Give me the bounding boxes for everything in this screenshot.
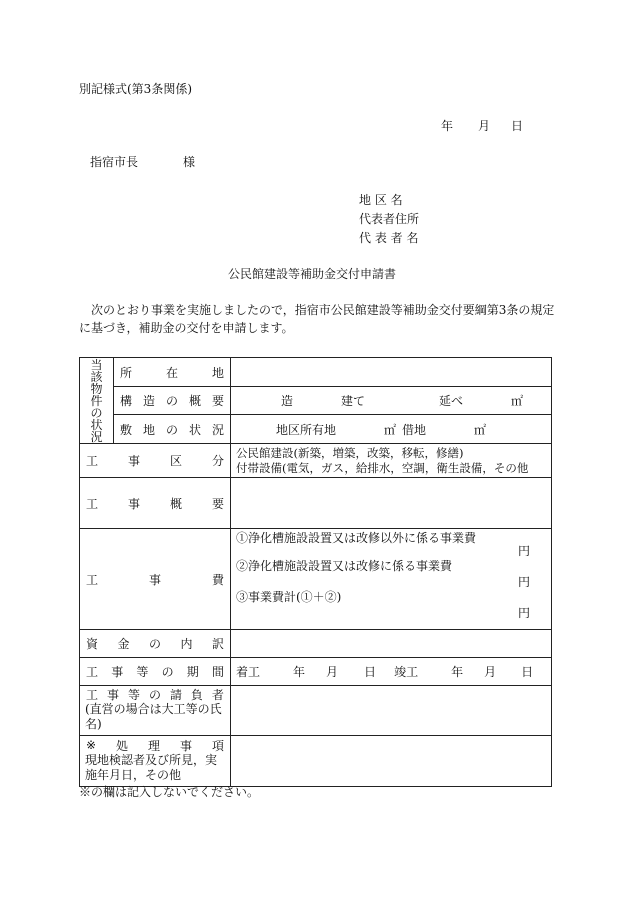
label-char: 工 bbox=[86, 454, 99, 468]
footnote: ※の欄は記入しないでください。 bbox=[79, 785, 260, 799]
label-char: 等 bbox=[127, 688, 140, 702]
work-overview-value-cell[interactable] bbox=[231, 478, 552, 529]
start-month: 月 bbox=[326, 665, 339, 679]
label-char: 事 bbox=[127, 496, 140, 511]
table-row bbox=[80, 736, 552, 787]
form-label: 別記様式(第3条関係) bbox=[79, 82, 192, 96]
table-row bbox=[80, 686, 552, 736]
work-period-label bbox=[80, 663, 230, 680]
label-char: 事 bbox=[180, 738, 193, 753]
label-char: の bbox=[161, 665, 174, 679]
structure-floors: 建て bbox=[341, 394, 366, 408]
label-char: 地 bbox=[211, 365, 224, 380]
label-char: 分 bbox=[211, 454, 224, 468]
fund-breakdown-label-cell bbox=[80, 630, 231, 658]
work-category-value-cell[interactable] bbox=[231, 444, 552, 478]
label-char: 費 bbox=[211, 572, 224, 587]
property-status-group-cell bbox=[80, 358, 114, 444]
label-char: 事 bbox=[111, 665, 124, 679]
work-category-label bbox=[80, 452, 230, 469]
contractor-note: (直営の場合は大工等の氏名) bbox=[85, 702, 222, 731]
site-leased-sqm-unit: ㎡ bbox=[474, 422, 487, 437]
label-char: 事 bbox=[148, 572, 161, 587]
label-char: 概 bbox=[169, 496, 182, 511]
label-char: の bbox=[165, 394, 178, 408]
label-char: 事 bbox=[106, 688, 119, 702]
start-label: 着工 bbox=[236, 665, 261, 679]
label-char: 状 bbox=[188, 422, 201, 437]
work-category-line1: 公民館建設(新築，増築，改築，移転，修繕) bbox=[236, 446, 464, 460]
start-day: 日 bbox=[364, 665, 377, 679]
label-char: 工 bbox=[86, 665, 99, 679]
fund-breakdown-label bbox=[80, 635, 230, 652]
label-char: ※ bbox=[86, 738, 97, 752]
processing-label bbox=[80, 738, 230, 753]
label-char: 工 bbox=[86, 688, 99, 702]
label-char: 請 bbox=[169, 688, 182, 702]
label-char: 工 bbox=[86, 496, 99, 511]
label-char: 期 bbox=[186, 665, 199, 679]
site-value-row bbox=[231, 421, 551, 438]
label-char: 理 bbox=[148, 738, 161, 753]
work-cost-value-cell[interactable] bbox=[231, 529, 552, 630]
site-label bbox=[114, 421, 230, 438]
label-char: 工 bbox=[86, 572, 99, 587]
label-char: 所 bbox=[120, 365, 133, 380]
structure-value-cell[interactable] bbox=[231, 387, 552, 415]
table-row bbox=[80, 358, 552, 387]
label-char: 等 bbox=[136, 665, 149, 679]
table-row bbox=[80, 658, 552, 686]
work-period-label-cell bbox=[80, 658, 231, 686]
work-category-label-cell bbox=[80, 444, 231, 478]
start-year: 年 bbox=[293, 665, 306, 679]
cost-item-3: ③事業費計(①＋②) bbox=[236, 590, 342, 604]
honorific: 様 bbox=[183, 155, 196, 169]
cost-item-2: ②浄化槽施設設置又は改修に係る事業費 bbox=[236, 559, 453, 573]
work-cost-label-cell bbox=[80, 529, 231, 630]
label-char: 内 bbox=[180, 637, 193, 651]
label-char: の bbox=[148, 688, 161, 702]
site-leased-land: 借地 bbox=[402, 422, 427, 437]
property-status-label: 当該物件の状況 bbox=[90, 357, 103, 444]
contractor-label bbox=[80, 687, 230, 702]
end-month: 月 bbox=[484, 665, 497, 679]
work-period-row bbox=[231, 663, 551, 680]
structure-value-row bbox=[231, 392, 551, 409]
application-table bbox=[79, 357, 552, 787]
cost-item-1: ①浄化槽施設設置又は改修以外に係る事業費 bbox=[236, 531, 477, 545]
district-name-label: 地 区 名 bbox=[359, 193, 403, 207]
work-category-line2: 付帯設備(電気，ガス，給排水，空調，衛生設備，その他 bbox=[236, 461, 529, 475]
work-period-value-cell[interactable] bbox=[231, 658, 552, 686]
table-row bbox=[80, 529, 552, 630]
label-char: 要 bbox=[211, 496, 224, 511]
location-value-cell[interactable] bbox=[231, 358, 552, 387]
site-value-cell[interactable] bbox=[231, 415, 552, 444]
table-row bbox=[80, 415, 552, 444]
date-day: 日 bbox=[511, 119, 524, 133]
contractor-value-cell[interactable] bbox=[231, 686, 552, 736]
label-char: 地 bbox=[142, 422, 155, 437]
label-char: 資 bbox=[86, 637, 99, 651]
yen-unit: 円 bbox=[517, 574, 530, 589]
label-char: 項 bbox=[211, 738, 224, 753]
rep-name-label: 代 表 者 名 bbox=[359, 231, 419, 245]
label-char: 造 bbox=[142, 394, 155, 408]
processing-label-cell bbox=[80, 736, 231, 787]
label-char: 在 bbox=[165, 365, 178, 380]
addressee: 指宿市長 bbox=[90, 155, 139, 169]
processing-value-cell bbox=[231, 736, 552, 787]
body-text-line1: 次のとおり事業を実施しましたので，指宿市公民館建設等補助金交付要綱第3条の規定 bbox=[91, 303, 555, 317]
label-char: の bbox=[148, 637, 161, 651]
processing-note: 現地検認者及び所見，実施年月日，その他 bbox=[85, 752, 218, 782]
work-cost-label bbox=[80, 571, 230, 588]
label-char: 処 bbox=[116, 738, 129, 753]
structure-zo: 造 bbox=[281, 394, 294, 408]
contractor-label-cell bbox=[80, 686, 231, 736]
table-row bbox=[80, 630, 552, 658]
label-char: 事 bbox=[127, 454, 140, 468]
label-char: 訳 bbox=[211, 637, 224, 651]
label-char: 敷 bbox=[120, 422, 133, 437]
date-month: 月 bbox=[478, 119, 491, 133]
label-char: 況 bbox=[211, 422, 224, 437]
work-overview-label-cell bbox=[80, 478, 231, 529]
label-char: 要 bbox=[211, 394, 224, 408]
label-char: 者 bbox=[211, 688, 224, 702]
table-row bbox=[80, 444, 552, 478]
label-char: 金 bbox=[117, 637, 130, 651]
label-char: の bbox=[165, 422, 178, 437]
site-owned-sqm-unit: ㎡ bbox=[384, 422, 397, 437]
document-title: 公民館建設等補助金交付申請書 bbox=[228, 267, 397, 281]
site-owned-land: 地区所有地 bbox=[276, 422, 337, 437]
site-label-cell bbox=[114, 415, 231, 444]
structure-label bbox=[114, 392, 230, 409]
label-char: 構 bbox=[120, 394, 133, 408]
date-year: 年 bbox=[441, 119, 454, 133]
table-row bbox=[80, 387, 552, 415]
structure-sqm-unit: ㎡ bbox=[511, 394, 524, 408]
work-overview-label bbox=[80, 495, 230, 512]
rep-address-label: 代表者住所 bbox=[359, 212, 420, 226]
location-label bbox=[114, 364, 230, 381]
structure-label-cell bbox=[114, 387, 231, 415]
end-label: 竣工 bbox=[394, 665, 419, 679]
label-char: 負 bbox=[190, 688, 203, 702]
location-label-cell bbox=[114, 358, 231, 387]
end-year: 年 bbox=[451, 665, 464, 679]
table-row bbox=[80, 478, 552, 529]
yen-unit: 円 bbox=[517, 605, 530, 620]
structure-floor-area: 延べ bbox=[439, 394, 464, 408]
label-char: 概 bbox=[188, 394, 201, 408]
label-char: 間 bbox=[211, 665, 224, 679]
yen-unit: 円 bbox=[517, 543, 530, 558]
label-char: 区 bbox=[169, 454, 182, 468]
body-text-line2: に基づき，補助金の交付を申請します。 bbox=[79, 321, 294, 335]
fund-breakdown-value-cell[interactable] bbox=[231, 630, 552, 658]
end-day: 日 bbox=[521, 665, 534, 679]
